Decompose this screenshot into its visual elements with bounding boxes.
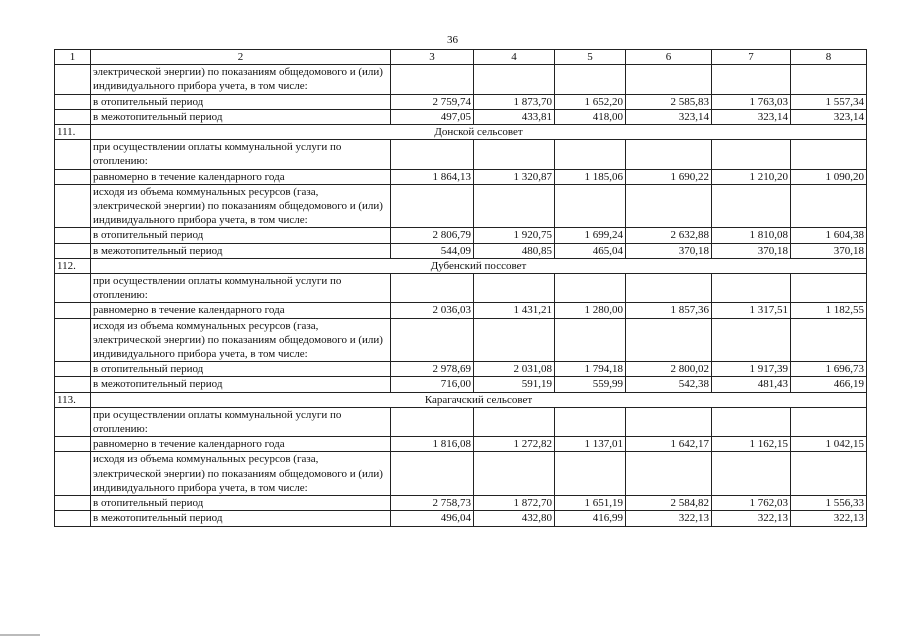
- value-cell: 544,09: [391, 243, 474, 258]
- row-label: в межотопительный период: [91, 511, 391, 526]
- table-body: [55, 65, 867, 526]
- value-cell: 370,18: [791, 243, 867, 258]
- value-cell: [791, 274, 867, 303]
- value-cell: 1 816,08: [391, 437, 474, 452]
- header-cell: 6: [626, 50, 712, 65]
- value-cell: 418,00: [555, 109, 626, 124]
- row-number-cell: [55, 140, 91, 169]
- section-row: [55, 392, 867, 407]
- value-cell: 542,38: [626, 377, 712, 392]
- row-number-cell: [55, 243, 91, 258]
- header-cell: 8: [791, 50, 867, 65]
- value-cell: [712, 407, 791, 436]
- value-cell: [474, 65, 555, 94]
- row-label: исходя из объема коммунальных ресурсов (газа, электрической энергии) по показаниям общедомового и (или) индивидуального прибора учета, в том числе:: [91, 184, 391, 228]
- value-cell: 559,99: [555, 377, 626, 392]
- value-cell: 481,43: [712, 377, 791, 392]
- value-cell: 480,85: [474, 243, 555, 258]
- value-cell: 322,13: [712, 511, 791, 526]
- value-cell: [474, 452, 555, 496]
- value-cell: [474, 274, 555, 303]
- table-row: [55, 452, 867, 496]
- row-label: в отопительный период: [91, 228, 391, 243]
- value-cell: [712, 184, 791, 228]
- table-row: [55, 228, 867, 243]
- table-row: [55, 274, 867, 303]
- row-number-cell: [55, 318, 91, 362]
- value-cell: 1 320,87: [474, 169, 555, 184]
- row-label: исходя из объема коммунальных ресурсов (газа, электрической энергии) по показаниям общедомового и (или) индивидуального прибора учета, в том числе:: [91, 452, 391, 496]
- value-cell: 1 042,15: [791, 437, 867, 452]
- row-label: равномерно в течение календарного года: [91, 169, 391, 184]
- row-number-cell: [55, 184, 91, 228]
- value-cell: 1 690,22: [626, 169, 712, 184]
- value-cell: [555, 318, 626, 362]
- value-cell: 1 699,24: [555, 228, 626, 243]
- table-row: [55, 109, 867, 124]
- value-cell: 1 763,03: [712, 94, 791, 109]
- value-cell: 496,04: [391, 511, 474, 526]
- row-label: равномерно в течение календарного года: [91, 437, 391, 452]
- value-cell: 2 036,03: [391, 303, 474, 318]
- section-row: [55, 125, 867, 140]
- value-cell: 2 978,69: [391, 362, 474, 377]
- value-cell: 1 185,06: [555, 169, 626, 184]
- row-label: в отопительный период: [91, 94, 391, 109]
- value-cell: 2 632,88: [626, 228, 712, 243]
- value-cell: 323,14: [626, 109, 712, 124]
- row-number-cell: [55, 169, 91, 184]
- value-cell: [474, 318, 555, 362]
- table-row: [55, 243, 867, 258]
- value-cell: [555, 274, 626, 303]
- value-cell: 1 857,36: [626, 303, 712, 318]
- section-title: Дубенский поссовет: [91, 258, 867, 273]
- value-cell: 323,14: [712, 109, 791, 124]
- table-row: [55, 169, 867, 184]
- row-number-cell: [55, 65, 91, 94]
- value-cell: [474, 140, 555, 169]
- header-cell: 1: [55, 50, 91, 65]
- value-cell: 591,19: [474, 377, 555, 392]
- header-row: [55, 50, 867, 65]
- row-number-cell: [55, 437, 91, 452]
- value-cell: 1 090,20: [791, 169, 867, 184]
- section-number: 112.: [55, 258, 91, 273]
- value-cell: 716,00: [391, 377, 474, 392]
- value-cell: 323,14: [791, 109, 867, 124]
- value-cell: 1 920,75: [474, 228, 555, 243]
- tariff-table: [54, 49, 867, 527]
- value-cell: 2 585,83: [626, 94, 712, 109]
- value-cell: 370,18: [626, 243, 712, 258]
- value-cell: 1 696,73: [791, 362, 867, 377]
- value-cell: 1 652,20: [555, 94, 626, 109]
- value-cell: [474, 407, 555, 436]
- value-cell: [391, 65, 474, 94]
- value-cell: 497,05: [391, 109, 474, 124]
- value-cell: 2 759,74: [391, 94, 474, 109]
- value-cell: 1 794,18: [555, 362, 626, 377]
- value-cell: 1 810,08: [712, 228, 791, 243]
- value-cell: 1 873,70: [474, 94, 555, 109]
- table-row: [55, 94, 867, 109]
- table-row: [55, 496, 867, 511]
- value-cell: 1 762,03: [712, 496, 791, 511]
- row-label: при осуществлении оплаты коммунальной услуги по отоплению:: [91, 407, 391, 436]
- value-cell: [791, 140, 867, 169]
- section-row: [55, 258, 867, 273]
- value-cell: 322,13: [791, 511, 867, 526]
- value-cell: [712, 452, 791, 496]
- value-cell: 1 431,21: [474, 303, 555, 318]
- value-cell: 1 210,20: [712, 169, 791, 184]
- value-cell: [555, 140, 626, 169]
- table-row: [55, 65, 867, 94]
- value-cell: 432,80: [474, 511, 555, 526]
- table-row: [55, 140, 867, 169]
- value-cell: [712, 140, 791, 169]
- value-cell: [626, 452, 712, 496]
- section-title: Донской сельсовет: [91, 125, 867, 140]
- value-cell: [626, 318, 712, 362]
- value-cell: 1 872,70: [474, 496, 555, 511]
- value-cell: [626, 65, 712, 94]
- value-cell: [555, 452, 626, 496]
- value-cell: 416,99: [555, 511, 626, 526]
- table-row: [55, 362, 867, 377]
- section-number: 111.: [55, 125, 91, 140]
- table-row: [55, 318, 867, 362]
- header-cell: 3: [391, 50, 474, 65]
- value-cell: [712, 274, 791, 303]
- value-cell: [555, 65, 626, 94]
- value-cell: 1 182,55: [791, 303, 867, 318]
- row-number-cell: [55, 362, 91, 377]
- row-number-cell: [55, 274, 91, 303]
- scan-artifact-line: [0, 634, 40, 636]
- section-number: 113.: [55, 392, 91, 407]
- value-cell: 2 806,79: [391, 228, 474, 243]
- value-cell: 1 280,00: [555, 303, 626, 318]
- page-number: 36: [447, 34, 458, 46]
- row-label: в отопительный период: [91, 496, 391, 511]
- table-row: [55, 184, 867, 228]
- value-cell: 1 272,82: [474, 437, 555, 452]
- table-row: [55, 437, 867, 452]
- value-cell: [791, 407, 867, 436]
- value-cell: [712, 65, 791, 94]
- value-cell: [626, 274, 712, 303]
- section-title: Карагачский сельсовет: [91, 392, 867, 407]
- value-cell: 1 864,13: [391, 169, 474, 184]
- row-label: в отопительный период: [91, 362, 391, 377]
- value-cell: 370,18: [712, 243, 791, 258]
- row-label: в межотопительный период: [91, 377, 391, 392]
- value-cell: 1 642,17: [626, 437, 712, 452]
- value-cell: 1 651,19: [555, 496, 626, 511]
- value-cell: [791, 318, 867, 362]
- value-cell: 433,81: [474, 109, 555, 124]
- value-cell: 2 031,08: [474, 362, 555, 377]
- row-label: в межотопительный период: [91, 109, 391, 124]
- value-cell: 466,19: [791, 377, 867, 392]
- value-cell: [391, 184, 474, 228]
- value-cell: 1 137,01: [555, 437, 626, 452]
- row-number-cell: [55, 94, 91, 109]
- header-cell: 2: [91, 50, 391, 65]
- value-cell: 1 317,51: [712, 303, 791, 318]
- value-cell: 322,13: [626, 511, 712, 526]
- value-cell: [626, 184, 712, 228]
- row-number-cell: [55, 303, 91, 318]
- row-label: при осуществлении оплаты коммунальной услуги по отоплению:: [91, 274, 391, 303]
- value-cell: [391, 407, 474, 436]
- header-cell: 7: [712, 50, 791, 65]
- value-cell: [555, 184, 626, 228]
- value-cell: [712, 318, 791, 362]
- row-label: электрической энергии) по показаниям общедомового и (или) индивидуального прибора учета, в том числе:: [91, 65, 391, 94]
- value-cell: 1 556,33: [791, 496, 867, 511]
- value-cell: 1 162,15: [712, 437, 791, 452]
- value-cell: [391, 318, 474, 362]
- value-cell: [474, 184, 555, 228]
- row-label: исходя из объема коммунальных ресурсов (газа, электрической энергии) по показаниям общедомового и (или) индивидуального прибора учета, в том числе:: [91, 318, 391, 362]
- value-cell: 1 604,38: [791, 228, 867, 243]
- value-cell: [791, 184, 867, 228]
- value-cell: [626, 407, 712, 436]
- value-cell: [555, 407, 626, 436]
- row-number-cell: [55, 452, 91, 496]
- value-cell: [391, 274, 474, 303]
- value-cell: 465,04: [555, 243, 626, 258]
- value-cell: [391, 140, 474, 169]
- table-row: [55, 377, 867, 392]
- value-cell: [791, 65, 867, 94]
- value-cell: [626, 140, 712, 169]
- table-row: [55, 511, 867, 526]
- row-label: при осуществлении оплаты коммунальной услуги по отоплению:: [91, 140, 391, 169]
- value-cell: 2 584,82: [626, 496, 712, 511]
- header-cell: 5: [555, 50, 626, 65]
- row-number-cell: [55, 377, 91, 392]
- value-cell: 2 758,73: [391, 496, 474, 511]
- value-cell: [391, 452, 474, 496]
- value-cell: [791, 452, 867, 496]
- row-label: в межотопительный период: [91, 243, 391, 258]
- row-number-cell: [55, 109, 91, 124]
- value-cell: 2 800,02: [626, 362, 712, 377]
- row-number-cell: [55, 511, 91, 526]
- row-number-cell: [55, 407, 91, 436]
- table-row: [55, 303, 867, 318]
- row-number-cell: [55, 496, 91, 511]
- header-cell: 4: [474, 50, 555, 65]
- row-number-cell: [55, 228, 91, 243]
- table-row: [55, 407, 867, 436]
- value-cell: 1 917,39: [712, 362, 791, 377]
- value-cell: 1 557,34: [791, 94, 867, 109]
- row-label: равномерно в течение календарного года: [91, 303, 391, 318]
